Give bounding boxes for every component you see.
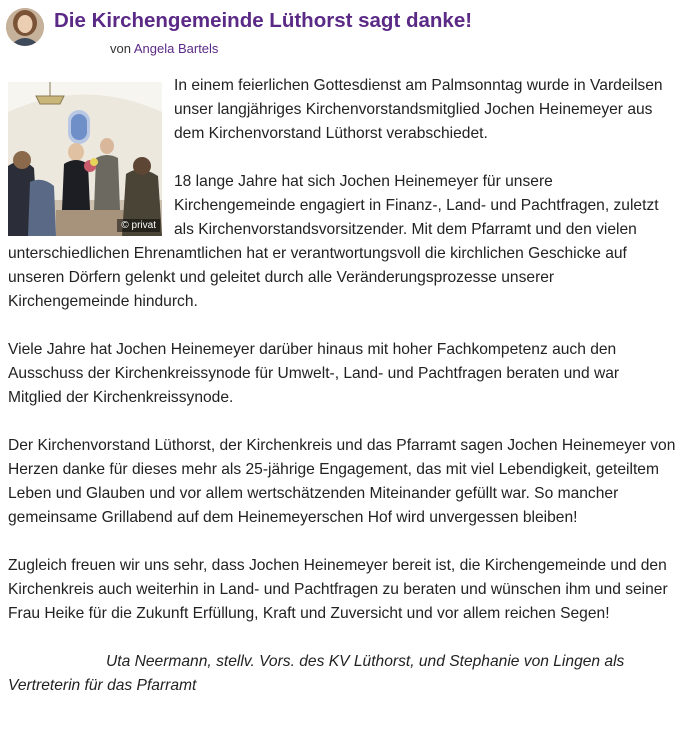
article-body — [8, 74, 676, 698]
byline-prefix: von — [110, 41, 131, 56]
avatar-portrait-icon — [6, 8, 44, 46]
paragraph-3: Viele Jahre hat Jochen Heinemeyer darüber hinaus mit hoher Fachkompetenz auch den Ausschuss der Kirchenkreissynode für Umwelt-, Land- und Pachtfragen beraten und war Mitglied der Kirchenkreissynode. — [8, 341, 620, 406]
signature-text: Uta Neermann, stellv. Vors. des KV Lüthorst, und Stephanie von Lingen als Vertreterin für das Pfarramt — [8, 653, 625, 694]
photo-credit: © privat — [117, 219, 160, 232]
paragraph-5: Zugleich freuen wir uns sehr, dass Jochen Heinemeyer bereit ist, die Kirchengemeinde und den Kirchenkreis auch weiterhin in Land- und Pachtfragen zu beraten und wünschen ihm und seiner Frau Heike für die Zukunft Erfüllung, Kraft und Zuversicht und vor allem reichen Segen! — [8, 557, 668, 622]
paragraph-1: In einem feierlichen Gottesdienst am Palmsonntag wurde in Vardeilsen unser langjähriges Kirchenvorstandsmitglied Jochen Heinemeyer aus dem Kirchenvorstand Lüthorst verabschiedet. — [174, 77, 663, 142]
paragraph-4: Der Kirchenvorstand Lüthorst, der Kirchenkreis und das Pfarramt sagen Jochen Heinemeyer von Herzen danke für dieses mehr als 25-jährige Engagement, das mit viel Lebendigkeit, geteiltem Leben und Glauben und vor allem wertschätzenden Miteinander gefüllt war. So mancher gemeinsame Grillabend auf dem Heinemeyerschen Hof wird unvergessen bleiben! — [8, 437, 676, 526]
byline — [110, 41, 218, 56]
author-avatar[interactable] — [6, 8, 44, 46]
article-title: Die Kirchengemeinde Lüthorst sagt danke! — [54, 9, 473, 32]
image-float-spacer — [8, 74, 174, 240]
paragraph-2: 18 lange Jahre hat sich Jochen Heinemeyer für unsere Kirchengemeinde engagiert in Finanz-, Land- und Pachtfragen, zuletzt als Kirchenvorstandsvorsitzender. Mit dem Pfarramt und den vielen unterschiedlichen Ehrenamtlichen hat er verantwortungsvoll die kirchlichen Geschicke auf unseren Dörfern gelenkt und geleitet durch alle Veränderungsprozesse unserer Kirchengemeinde hindurch. — [8, 173, 659, 310]
signature — [8, 650, 676, 698]
author-link[interactable]: Angela Bartels — [133, 41, 219, 56]
